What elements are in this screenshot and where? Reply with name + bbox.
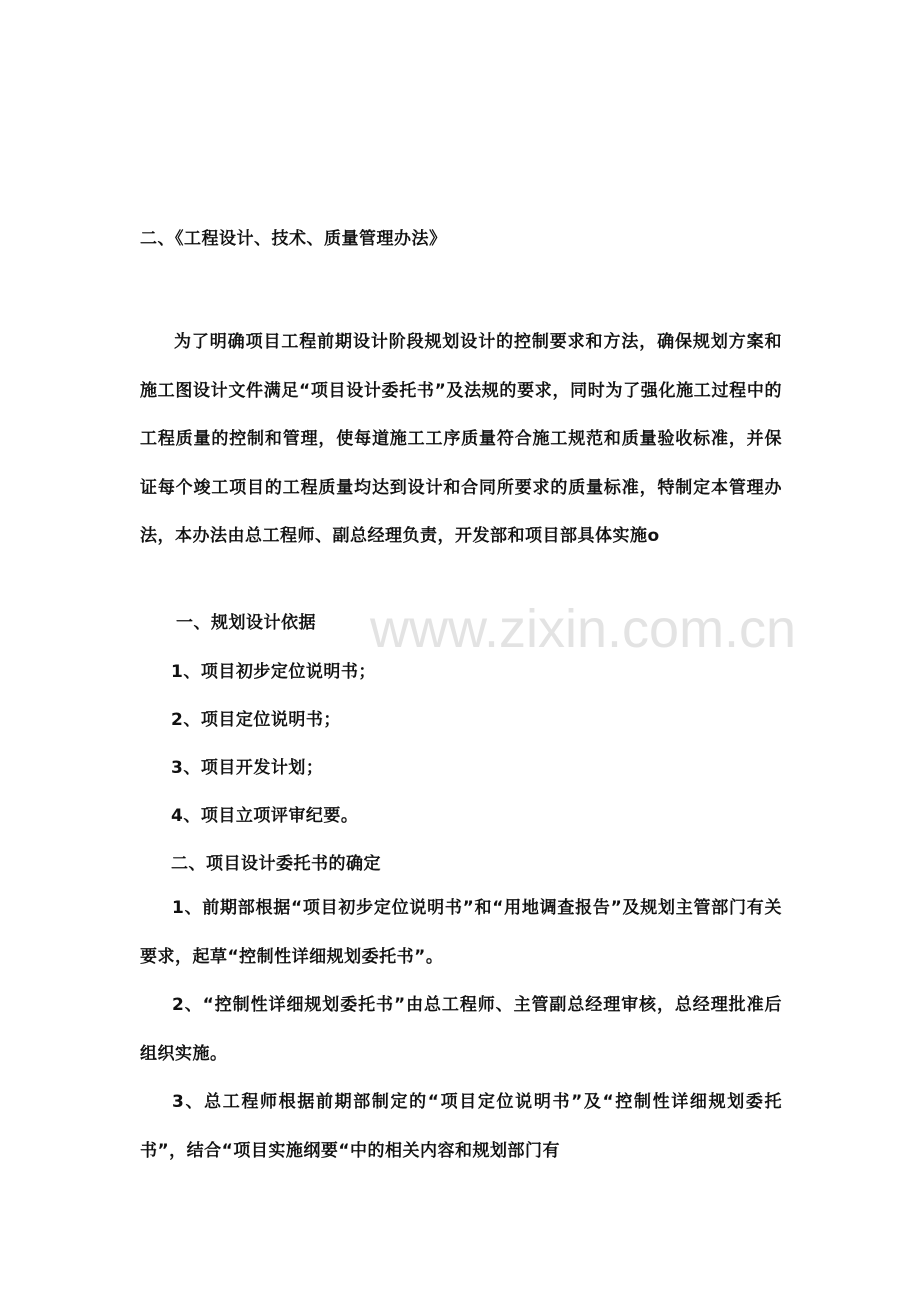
list-item: 3、项目开发计划；	[171, 758, 324, 778]
section1-heading: 一、规划设计依据	[176, 613, 316, 633]
section2-paragraph-1: 1、前期部根据“项目初步定位说明书”和“用地调查报告”及规划主管部门有关要求，起草“控制性详细规划委托书”。	[140, 898, 782, 967]
intro-paragraph: 为了明确项目工程前期设计阶段规划设计的控制要求和方法，确保规划方案和施工图设计文件满足“项目设计委托书”及法规的要求，同时为了强化施工过程中的工程质量的控制和管理，使每道施工工序质量符合施工规范和质量验收标准，并保证每个竣工项目的工程质量均达到设计和合同所要求的质量标准，特制定本管理办法，本办法由总工程师、副总经理负责，开发部和项目部具体实施o	[140, 332, 782, 546]
watermark: www.zixin.com.cn	[370, 599, 797, 659]
list-item: 4、项目立项评审纪要。	[171, 806, 359, 826]
list-item: 2、项目定位说明书；	[171, 710, 341, 730]
section2-heading: 二、项目设计委托书的确定	[171, 854, 381, 874]
section2-paragraph-3: 3、总工程师根据前期部制定的“项目定位说明书”及“控制性详细规划委托书”，结合“项目实施纲要“中的相关内容和规划部门有	[140, 1092, 782, 1161]
document-title: 二、《工程设计、技术、质量管理办法》	[140, 229, 447, 249]
section2-paragraph-2: 2、“控制性详细规划委托书”由总工程师、主管副总经理审核，总经理批准后组织实施。	[140, 995, 782, 1064]
list-item: 1、项目初步定位说明书；	[171, 662, 376, 682]
